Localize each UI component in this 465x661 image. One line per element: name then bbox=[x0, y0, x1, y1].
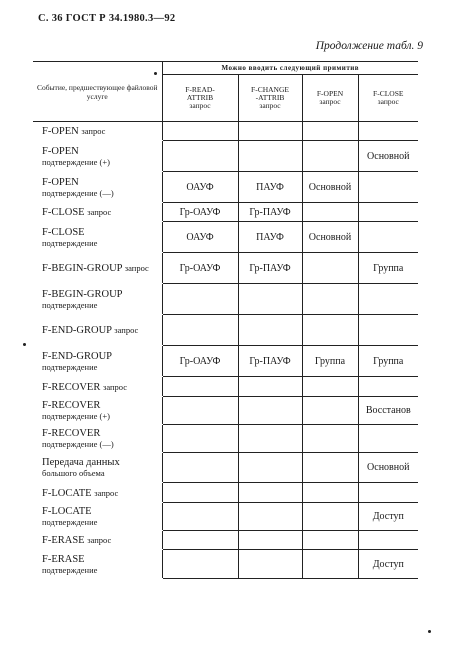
table-row bbox=[33, 453, 418, 483]
table-row bbox=[33, 377, 418, 397]
primitive-cell bbox=[358, 203, 418, 222]
event-cell bbox=[33, 453, 162, 483]
column-header-line: ATTRIB bbox=[186, 93, 214, 102]
event-cell bbox=[33, 315, 162, 346]
event-name: F-CLOSE bbox=[42, 226, 85, 238]
primitive-cell bbox=[238, 503, 302, 531]
event-name: F-LOCATE bbox=[42, 487, 92, 499]
primitive-cell bbox=[302, 315, 358, 346]
event-cell bbox=[33, 550, 162, 579]
primitive-cell bbox=[302, 531, 358, 550]
primitive-cell: Гр-ОАУФ bbox=[162, 253, 238, 284]
column-header-line: F-CHANGE bbox=[251, 85, 289, 94]
column-header-line: запрос bbox=[259, 101, 281, 110]
event-cell bbox=[33, 425, 162, 453]
column-header-line: F-READ- bbox=[185, 85, 215, 94]
primitive-cell bbox=[162, 141, 238, 172]
primitive-cell: Основной bbox=[302, 222, 358, 253]
event-qualifier: подтверждение bbox=[42, 361, 98, 372]
event-name: F-LOCATE bbox=[42, 506, 92, 517]
primitive-cell bbox=[238, 531, 302, 550]
primitive-cell bbox=[162, 397, 238, 425]
event-qualifier: подтверждение (+) bbox=[42, 156, 110, 167]
primitive-cell bbox=[238, 284, 302, 315]
event-qualifier: подтверждение bbox=[42, 564, 98, 575]
event-name: F-BEGIN-GROUP bbox=[42, 263, 123, 274]
primitive-cell bbox=[162, 453, 238, 483]
primitive-cell bbox=[302, 425, 358, 453]
event-qualifier: подтверждение (+) bbox=[42, 411, 110, 421]
event-cell bbox=[33, 284, 162, 315]
event-name: Передача данных bbox=[42, 457, 120, 468]
primitive-cell bbox=[358, 122, 418, 141]
event-cell bbox=[33, 531, 162, 550]
primitive-cell bbox=[302, 141, 358, 172]
primitive-cell bbox=[162, 425, 238, 453]
table-row bbox=[33, 203, 418, 222]
primitive-cell bbox=[162, 531, 238, 550]
table-row bbox=[33, 122, 418, 141]
table-row bbox=[33, 503, 418, 531]
event-name: F-RECOVER bbox=[42, 381, 101, 393]
primitive-cell bbox=[238, 483, 302, 503]
event-cell bbox=[33, 222, 162, 253]
primitive-cell: Гр-ПАУФ bbox=[238, 203, 302, 222]
primitive-cell bbox=[358, 377, 418, 397]
primitive-cell: Основной bbox=[302, 172, 358, 203]
event-name: F-OPEN bbox=[42, 176, 79, 188]
event-cell bbox=[33, 172, 162, 203]
event-qualifier: большого объема bbox=[42, 468, 105, 478]
event-qualifier: подтверждение bbox=[42, 237, 98, 248]
primitive-cell: Группа bbox=[302, 346, 358, 377]
event-name: F-BEGIN-GROUP bbox=[42, 288, 123, 300]
event-name: F-ERASE bbox=[42, 553, 85, 565]
primitive-cell: Гр-ОАУФ bbox=[162, 346, 238, 377]
table-row bbox=[33, 550, 418, 579]
primitive-cell bbox=[162, 503, 238, 531]
primitive-cell bbox=[162, 483, 238, 503]
event-cell bbox=[33, 483, 162, 503]
event-cell bbox=[33, 377, 162, 397]
primitive-cell bbox=[302, 203, 358, 222]
primitive-cell bbox=[162, 122, 238, 141]
primitive-cell bbox=[358, 315, 418, 346]
primitive-cell bbox=[358, 172, 418, 203]
event-qualifier: подтверждение (—) bbox=[42, 439, 114, 449]
event-cell bbox=[33, 397, 162, 425]
event-qualifier: запрос bbox=[87, 207, 112, 217]
event-qualifier: подтверждение bbox=[42, 517, 98, 527]
scan-speck bbox=[23, 343, 26, 346]
column-header-open bbox=[302, 75, 358, 122]
primitive-cell bbox=[302, 550, 358, 579]
event-name: F-END-GROUP bbox=[42, 350, 113, 362]
event-cell bbox=[33, 346, 162, 377]
column-header-read-attrib bbox=[162, 75, 238, 122]
column-header-line: F-CLOSE bbox=[373, 89, 404, 98]
table-row bbox=[33, 425, 418, 453]
primitive-cell bbox=[162, 377, 238, 397]
primitive-cell bbox=[302, 397, 358, 425]
table-continuation-label: Продолжение табл. 9 bbox=[315, 40, 423, 52]
event-column-header: Событие, предшествующее файловой услуге bbox=[33, 62, 162, 122]
event-qualifier: запрос bbox=[94, 487, 119, 498]
event-name: F-RECOVER bbox=[42, 400, 101, 411]
event-cell bbox=[33, 253, 162, 284]
table-row bbox=[33, 315, 418, 346]
primitive-cell bbox=[302, 503, 358, 531]
table-row bbox=[33, 346, 418, 377]
primitive-cell bbox=[302, 453, 358, 483]
page-header-code: С. 36 ГОСТ Р 34.1980.3—92 bbox=[38, 13, 176, 24]
event-qualifier: запрос bbox=[87, 535, 112, 545]
primitive-cell: Гр-ПАУФ bbox=[238, 253, 302, 284]
primitive-cell: Доступ bbox=[358, 550, 418, 579]
event-cell bbox=[33, 503, 162, 531]
primitive-cell bbox=[358, 222, 418, 253]
primitive-cell bbox=[162, 284, 238, 315]
column-header-line: запрос bbox=[319, 97, 341, 106]
event-qualifier: подтверждение bbox=[42, 299, 98, 310]
event-qualifier: запрос bbox=[102, 381, 128, 392]
primitive-cell: Гр-ПАУФ bbox=[238, 346, 302, 377]
primitive-cell bbox=[358, 425, 418, 453]
table-row bbox=[33, 172, 418, 203]
primitive-cell bbox=[358, 483, 418, 503]
primitive-cell bbox=[302, 122, 358, 141]
primitive-cell: ОАУФ bbox=[162, 172, 238, 203]
primitive-cell: Основной bbox=[358, 141, 418, 172]
event-name: F-END-GROUP bbox=[42, 325, 112, 336]
primitive-cell: Гр-ОАУФ bbox=[162, 203, 238, 222]
primitive-cell bbox=[302, 284, 358, 315]
primitive-cell bbox=[162, 550, 238, 579]
column-header-line: запрос bbox=[377, 97, 399, 106]
primitive-cell bbox=[162, 315, 238, 346]
primitive-cell: Группа bbox=[358, 253, 418, 284]
event-name: F-OPEN bbox=[42, 145, 79, 157]
table-row bbox=[33, 483, 418, 503]
event-qualifier: запрос bbox=[81, 126, 106, 136]
primitive-cell bbox=[302, 377, 358, 397]
primitive-cell bbox=[302, 253, 358, 284]
primitive-cell: ПАУФ bbox=[238, 222, 302, 253]
table-row bbox=[33, 222, 418, 253]
table-row bbox=[33, 253, 418, 284]
column-header-change-attrib bbox=[238, 75, 302, 122]
table-body bbox=[33, 122, 418, 579]
event-cell bbox=[33, 122, 162, 141]
primitives-table bbox=[33, 61, 418, 579]
primitive-cell: ОАУФ bbox=[162, 222, 238, 253]
event-qualifier: подтверждение (—) bbox=[42, 187, 114, 198]
column-header-line: -ATTRIB bbox=[255, 93, 285, 102]
primitive-cell: Восстанов bbox=[358, 397, 418, 425]
column-header-line: запрос bbox=[189, 101, 211, 110]
event-qualifier: запрос bbox=[114, 325, 139, 335]
event-cell bbox=[33, 141, 162, 172]
table-row bbox=[33, 284, 418, 315]
event-name: F-OPEN bbox=[42, 126, 79, 137]
allowed-primitive-header: Можно вводить следующий примитив bbox=[162, 62, 418, 75]
primitive-cell: ПАУФ bbox=[238, 172, 302, 203]
primitive-cell: Доступ bbox=[358, 503, 418, 531]
primitive-cell bbox=[238, 425, 302, 453]
event-name: F-CLOSE bbox=[42, 207, 85, 218]
primitive-cell bbox=[358, 531, 418, 550]
primitive-cell bbox=[238, 122, 302, 141]
event-qualifier: запрос bbox=[124, 263, 149, 273]
table-row bbox=[33, 141, 418, 172]
primitive-cell bbox=[302, 483, 358, 503]
primitive-cell bbox=[238, 453, 302, 483]
scan-speck bbox=[154, 72, 157, 75]
column-header-close bbox=[358, 75, 418, 122]
primitive-cell bbox=[238, 377, 302, 397]
table-header bbox=[33, 62, 418, 122]
scan-speck bbox=[428, 630, 431, 633]
event-name: F-RECOVER bbox=[42, 428, 101, 439]
table-row bbox=[33, 397, 418, 425]
column-header-line: F-OPEN bbox=[316, 89, 344, 98]
primitive-cell bbox=[238, 315, 302, 346]
primitive-cell bbox=[238, 550, 302, 579]
primitive-cell: Основной bbox=[358, 453, 418, 483]
event-cell bbox=[33, 203, 162, 222]
primitive-cell bbox=[358, 284, 418, 315]
primitive-cell bbox=[238, 397, 302, 425]
table-row bbox=[33, 531, 418, 550]
primitive-cell: Группа bbox=[358, 346, 418, 377]
event-name: F-ERASE bbox=[42, 535, 85, 546]
primitive-cell bbox=[238, 141, 302, 172]
